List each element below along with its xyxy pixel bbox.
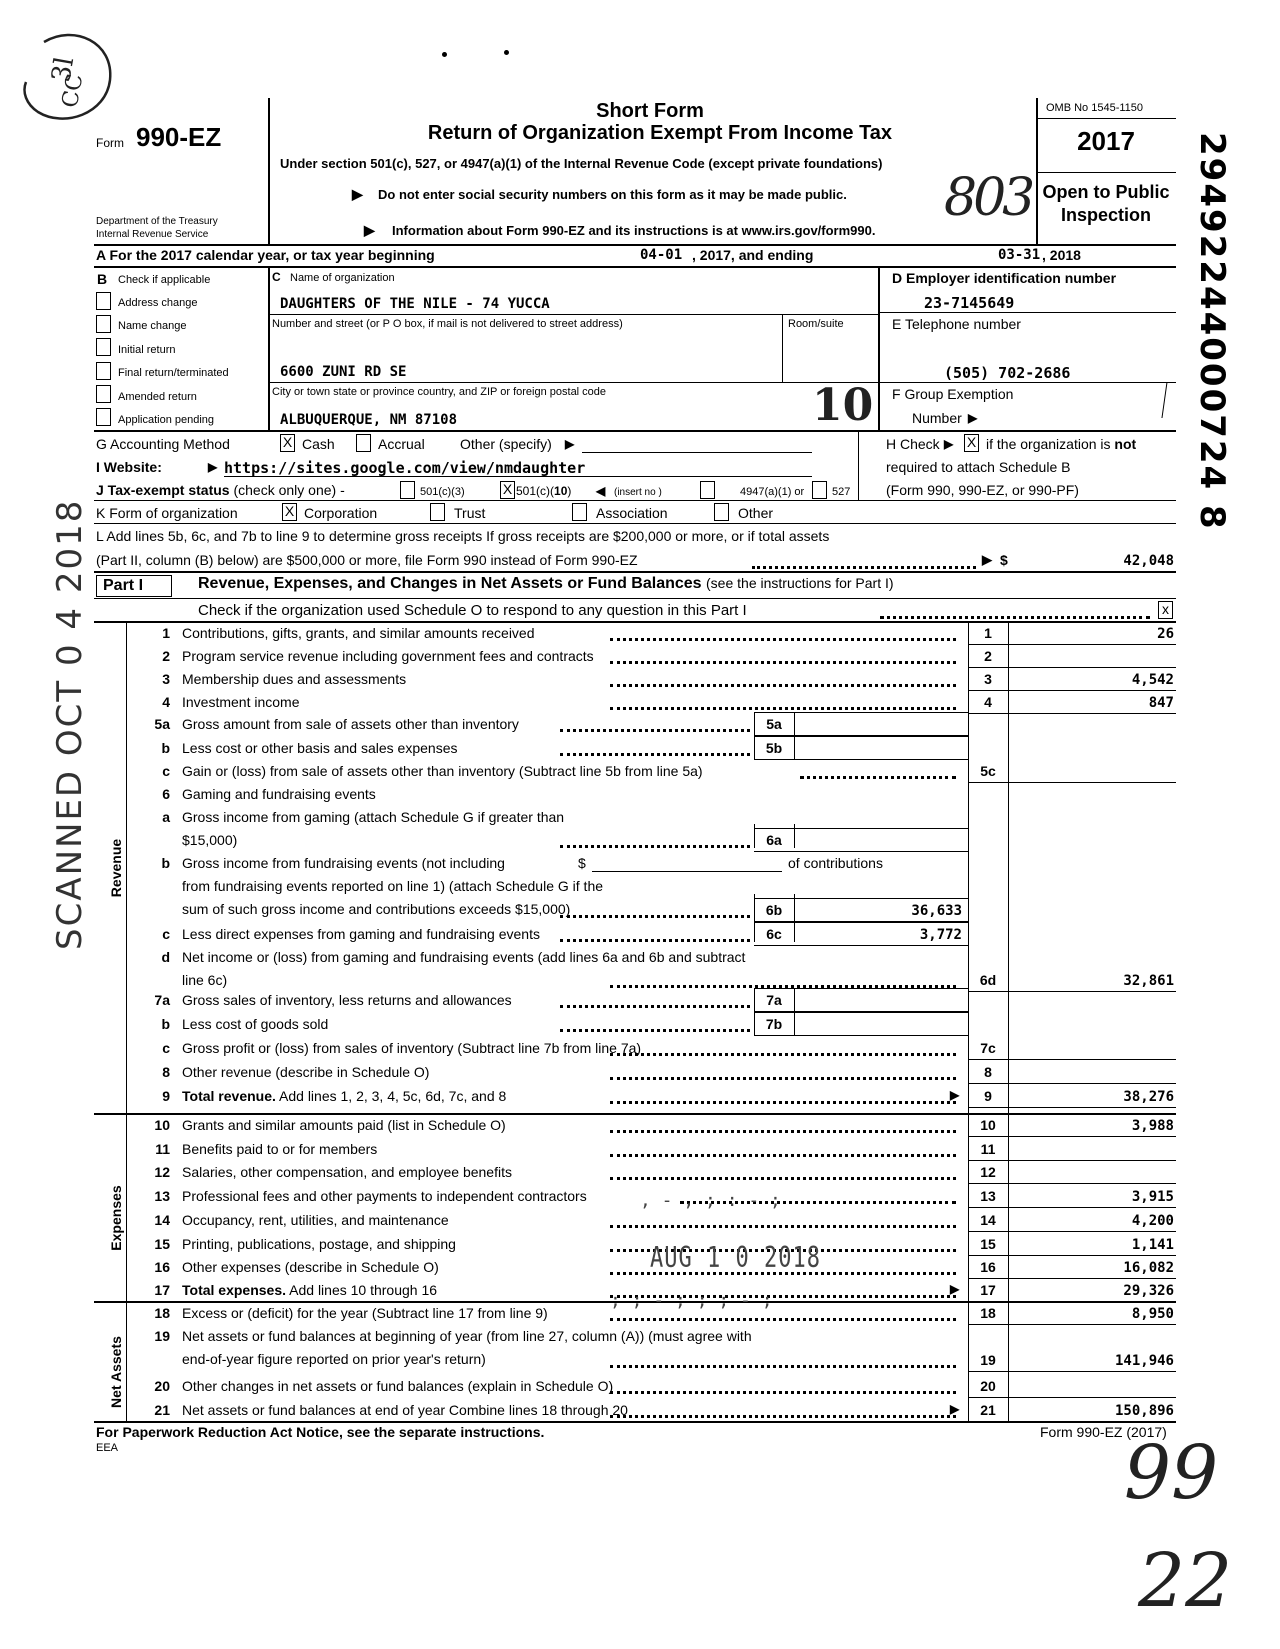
website-arrow: ▶ xyxy=(208,460,218,474)
open-public-2: Inspection xyxy=(1060,205,1151,225)
line-l-text-1: L Add lines 5b, 6c, and 7b to line 9 to determine gross receipts If gross receipts are $200,000 or more, or if total assets xyxy=(96,528,830,544)
checkbox-amended-return[interactable] xyxy=(96,385,111,403)
handwritten-803: 803 xyxy=(944,168,1032,228)
line-number: b xyxy=(161,855,170,871)
label-amended-return: Amended return xyxy=(118,391,197,403)
line-box: 9 xyxy=(984,1088,992,1104)
city-label: City or town state or province country, and ZIP or foreign postal code xyxy=(272,386,607,398)
row-rule xyxy=(968,644,1176,645)
checkbox-other-org[interactable] xyxy=(714,503,729,521)
line-amount[interactable]: 26 xyxy=(1157,626,1174,642)
telephone[interactable]: (505) 702-2686 xyxy=(944,364,1071,382)
line-label: Salaries, other compensation, and employee benefits xyxy=(182,1164,512,1180)
line-amount[interactable]: 3,915 xyxy=(1131,1189,1174,1205)
checkbox-501c3[interactable] xyxy=(400,481,415,499)
label-501c3: 501(c)(3) xyxy=(420,486,465,498)
notice-arrow: ▶ xyxy=(364,222,375,238)
dot-leader xyxy=(610,1415,956,1418)
city-state-zip[interactable]: ALBUQUERQUE, NM 87108 xyxy=(280,412,458,428)
dept-treasury: Department of the Treasury xyxy=(96,216,218,227)
dot-leader xyxy=(560,1029,750,1032)
title-short-form: Short Form xyxy=(596,100,704,122)
line-box: 15 xyxy=(980,1236,996,1252)
form-ref: Form 990-EZ (2017) xyxy=(1040,1424,1167,1440)
label-527: 527 xyxy=(832,486,851,498)
subline-box: 6a xyxy=(766,832,782,848)
line-number: 9 xyxy=(162,1088,170,1104)
stamp-marks: , - , ; : - ; xyxy=(640,1190,781,1211)
line-l-currency: $ xyxy=(1000,552,1008,568)
line-label: Gross profit or (loss) from sales of inventory (Subtract line 7b from line 7a) xyxy=(182,1040,642,1056)
insert-no: (insert no ) xyxy=(614,487,662,498)
ein-label: D Employer identification number xyxy=(892,270,1117,286)
subtitle: Under section 501(c), 527, or 4947(a)(1) of the Internal Revenue Code (except private foundations) xyxy=(280,156,883,171)
sub-rule-top xyxy=(754,898,968,899)
subline-box: 5b xyxy=(765,740,783,756)
row-rule xyxy=(968,1207,1176,1208)
line-box: 19 xyxy=(980,1352,996,1368)
section-b-letter: B xyxy=(97,271,108,287)
line-number: c xyxy=(162,763,170,779)
total-arrow: ▶ xyxy=(950,1282,960,1296)
line-amount[interactable]: 16,082 xyxy=(1123,1260,1174,1276)
line-h-label: H Check xyxy=(886,436,940,452)
notice-info: Information about Form 990-EZ and its instructions is at www.irs.gov/form990. xyxy=(392,223,876,238)
line-number: 4 xyxy=(162,694,170,710)
dot-leader xyxy=(610,1077,956,1080)
checkbox-address-change[interactable] xyxy=(96,292,111,310)
dot-leader xyxy=(560,939,750,942)
title-main: Return of Organization Exempt From Income Tax xyxy=(427,122,893,144)
line-amount[interactable]: 150,896 xyxy=(1114,1403,1174,1419)
line-number: 3 xyxy=(162,671,170,687)
tax-year: 2017 xyxy=(1077,126,1135,156)
room-suite-label: Room/suite xyxy=(788,318,844,330)
subline-box: 7a xyxy=(766,992,782,1008)
line-label-2: from fundraising events reported on line 1) (attach Schedule G if the xyxy=(182,878,604,894)
line-h-arrow: ▶ xyxy=(944,437,954,451)
line-h-text-2: required to attach Schedule B xyxy=(886,459,1071,475)
line-label: Other revenue (describe in Schedule O) xyxy=(182,1064,430,1080)
dot-leader xyxy=(610,661,956,664)
row-rule xyxy=(968,1301,1176,1302)
gross-receipts-amount[interactable]: 42,048 xyxy=(1123,553,1174,569)
line-number: 20 xyxy=(154,1378,170,1394)
line-number: 18 xyxy=(154,1305,170,1321)
paperwork-notice: For Paperwork Reduction Act Notice, see the separate instructions. xyxy=(96,1424,545,1440)
eea: EEA xyxy=(96,1442,119,1454)
label-501c: 501(c)(10) xyxy=(516,484,572,498)
telephone-label: E Telephone number xyxy=(892,316,1021,332)
line-number: c xyxy=(162,1040,170,1056)
line-amount[interactable]: 4,200 xyxy=(1131,1213,1174,1229)
checkbox-527[interactable] xyxy=(812,481,827,499)
label-association: Association xyxy=(596,505,668,521)
line-label xyxy=(182,1282,437,1298)
line-label-rest: Add lines 10 through 16 xyxy=(289,1282,438,1298)
dot-leader xyxy=(610,1365,956,1368)
row-rule xyxy=(968,667,1176,668)
line-a-mid: , 2017, and ending xyxy=(692,247,814,263)
street-label: Number and street (or P O box, if mail is not delivered to street address) xyxy=(272,318,623,330)
notice-arrow: ▶ xyxy=(352,186,363,202)
line-box: 6d xyxy=(979,972,997,988)
group-exemption-label: F Group Exemption xyxy=(892,386,1014,402)
label-other-org: Other xyxy=(738,505,774,521)
line-g-label: G Accounting Method xyxy=(96,436,230,452)
label-name-change: Name change xyxy=(118,320,187,332)
line-label: Less cost of goods sold xyxy=(182,1016,329,1032)
line-number: 21 xyxy=(154,1402,170,1418)
subline-box: 5a xyxy=(766,716,782,732)
line-a-label: A For the 2017 calendar year, or tax year beginning xyxy=(96,247,435,263)
row-rule xyxy=(968,713,1176,714)
row-rule xyxy=(968,1083,1176,1084)
line-number: d xyxy=(161,949,170,965)
line-j-label: J Tax-exempt status (check only one) - xyxy=(96,482,345,498)
line-box: 7c xyxy=(980,1040,996,1056)
checkbox-schedule-o[interactable]: x xyxy=(1158,601,1173,619)
row-rule xyxy=(968,991,1176,992)
line-label: Occupancy, rent, utilities, and maintenance xyxy=(182,1212,449,1228)
row-rule xyxy=(968,1160,1176,1161)
line-label: Program service revenue including government fees and contracts xyxy=(182,648,594,664)
dot-leader xyxy=(560,845,750,848)
line-label-mid: of contributions xyxy=(788,855,883,871)
part1-label: Part I xyxy=(96,575,172,597)
dot-leader xyxy=(560,753,750,756)
line-label: Grants and similar amounts paid (list in Schedule O) xyxy=(182,1117,506,1133)
line-label-bold: Total expenses. xyxy=(182,1282,287,1298)
line-amount[interactable]: 3,988 xyxy=(1131,1118,1174,1134)
line-amount[interactable]: 32,861 xyxy=(1123,973,1174,989)
line-box: 2 xyxy=(984,648,992,664)
sub-rule-top xyxy=(754,712,968,713)
total-arrow: ▶ xyxy=(950,1088,960,1102)
line-box: 20 xyxy=(980,1378,996,1394)
document-locator-number: 29492244000724 8 xyxy=(1192,132,1232,531)
open-public-1: Open to Public xyxy=(1042,182,1170,202)
line-label: Printing, publications, postage, and shipping xyxy=(182,1236,456,1252)
line-label: Contributions, gifts, grants, and similar amounts received xyxy=(182,625,535,641)
dept-irs: Internal Revenue Service xyxy=(96,229,209,240)
sub-rule-top xyxy=(754,736,968,737)
line-box: 18 xyxy=(980,1305,996,1321)
line-number: 5a xyxy=(154,716,170,732)
line-box: 5c xyxy=(980,763,996,779)
checkbox-final-return[interactable] xyxy=(96,362,111,380)
sub-rule-top xyxy=(754,988,968,989)
line-box: 14 xyxy=(980,1212,996,1228)
label-trust: Trust xyxy=(454,505,486,521)
row-rule xyxy=(968,1278,1176,1279)
subline-amount[interactable]: 36,633 xyxy=(911,903,962,919)
dot-leader xyxy=(610,1130,956,1133)
other-specify-line[interactable] xyxy=(582,452,812,453)
line-label-2: end-of-year figure reported on prior year's return) xyxy=(182,1351,486,1367)
line-number: 15 xyxy=(154,1236,170,1252)
line-box: 12 xyxy=(980,1164,996,1180)
sub-rule xyxy=(754,1035,968,1036)
line-k-label: K Form of organization xyxy=(96,505,238,521)
line-amount[interactable]: 8,950 xyxy=(1131,1306,1174,1322)
total-arrow: ▶ xyxy=(950,1402,960,1416)
line-box: 17 xyxy=(980,1282,996,1298)
subline-box: 6c xyxy=(766,926,782,942)
schedule-o-text: Check if the organization used Schedule O to respond to any question in this Part I xyxy=(198,602,747,619)
line-number: b xyxy=(161,740,170,756)
row-rule xyxy=(968,1059,1176,1060)
dot-leader xyxy=(610,638,956,641)
line-label: Gross sales of inventory, less returns and allowances xyxy=(182,992,512,1008)
label-corporation: Corporation xyxy=(304,505,378,521)
line-number: 14 xyxy=(154,1212,170,1228)
line-label: Gross income from gaming (attach Schedule G if greater than xyxy=(182,809,565,825)
line-label: Gaming and fundraising events xyxy=(182,786,376,802)
section-c-letter: C xyxy=(272,270,281,284)
line-label: Investment income xyxy=(182,694,300,710)
label-accrual: Accrual xyxy=(378,436,425,452)
row-rule xyxy=(968,1107,1176,1108)
line-label-bold: Total revenue. xyxy=(182,1088,276,1104)
dot-leader xyxy=(560,1005,750,1008)
sub-rule-top xyxy=(754,1012,968,1013)
line-box: 3 xyxy=(984,671,992,687)
dot-leader xyxy=(610,1318,956,1321)
received-stamp-date: AUG 1 0 2018 xyxy=(650,1242,821,1275)
line-number: 16 xyxy=(154,1259,170,1275)
checkbox-schedule-b[interactable]: X xyxy=(964,434,979,452)
line-box: 1 xyxy=(984,625,992,641)
line-label: Benefits paid to or for members xyxy=(182,1141,378,1157)
checkbox-accrual[interactable] xyxy=(356,434,371,452)
line-label: Gross amount from sale of assets other than inventory xyxy=(182,716,519,732)
tax-year-begin: 04-01 xyxy=(640,247,683,263)
row-rule xyxy=(968,1324,1176,1325)
notice-ssn: Do not enter social security numbers on this form as it may be made public. xyxy=(378,187,847,202)
row-rule xyxy=(968,1136,1176,1137)
line-label: Membership dues and assessments xyxy=(182,671,407,687)
line-number: 17 xyxy=(154,1282,170,1298)
line-box: 21 xyxy=(980,1402,996,1418)
row-rule xyxy=(968,782,1176,783)
checkbox-association[interactable] xyxy=(572,503,587,521)
street-address[interactable]: 6600 ZUNI RD SE xyxy=(280,364,407,380)
subline-box: 7b xyxy=(765,1016,783,1032)
label-cash: Cash xyxy=(302,436,335,452)
line-label: Net income or (loss) from gaming and fundraising events (add lines 6a and 6b and subtract xyxy=(182,949,746,965)
checkbox-trust[interactable] xyxy=(430,503,445,521)
other-arrow: ▶ xyxy=(565,437,575,451)
line-number: 7a xyxy=(154,992,170,1008)
line-label: Other changes in net assets or fund balances (explain in Schedule O) xyxy=(182,1378,614,1394)
line-number: a xyxy=(162,809,170,825)
line-label: Less direct expenses from gaming and fundraising events xyxy=(182,926,540,942)
dot-leader xyxy=(610,1101,956,1104)
line-number: 10 xyxy=(154,1117,170,1133)
line-h-text: if the organization is not xyxy=(986,436,1137,452)
line-number: 13 xyxy=(154,1188,170,1204)
handwritten-22: 22 xyxy=(1138,1538,1233,1624)
dot-leader xyxy=(610,1391,956,1394)
checkbox-4947[interactable] xyxy=(700,481,715,499)
ein[interactable]: 23-7145649 xyxy=(924,294,1015,312)
line-number: 19 xyxy=(154,1328,170,1344)
line-dollar: $ xyxy=(578,855,586,871)
dot-leader xyxy=(610,1154,956,1157)
line-label: Professional fees and other payments to independent contractors xyxy=(182,1188,587,1204)
line-label-2: line 6c) xyxy=(182,972,228,988)
scan-dot xyxy=(504,50,509,55)
dot-leader xyxy=(560,729,750,732)
dot-leader xyxy=(610,1177,956,1180)
line-label-3: sum of such gross income and contributions exceeds $15,000) xyxy=(182,901,571,917)
line-l-text-2: (Part II, column (B) below) are $500,000 or more, file Form 990 instead of Form 990-EZ xyxy=(96,552,638,568)
row-rule xyxy=(968,1183,1176,1184)
scanned-stamp: SCANNED OCT 0 4 2018 xyxy=(50,498,90,950)
line-number: 12 xyxy=(154,1164,170,1180)
checkbox-name-change[interactable] xyxy=(96,315,111,333)
line-label: Net assets or fund balances at beginning of year (from line 27, column (A)) (must agree with xyxy=(182,1328,752,1344)
line-box: 4 xyxy=(984,694,992,710)
line-amount[interactable]: 847 xyxy=(1148,695,1174,711)
stamp-marks: ; ; - ; ; ; - ; xyxy=(610,1290,773,1311)
line-l-arrow: ▶ xyxy=(982,552,992,567)
side-label-revenue: Revenue xyxy=(108,838,124,898)
line-amount[interactable]: 1,141 xyxy=(1131,1237,1174,1253)
checkbox-cash[interactable]: X xyxy=(280,434,295,452)
row-rule xyxy=(968,1371,1176,1372)
form-word: Form xyxy=(96,136,124,150)
line-amount[interactable]: 29,326 xyxy=(1123,1283,1174,1299)
org-name[interactable]: DAUGHTERS OF THE NILE - 74 YUCCA xyxy=(280,296,550,312)
group-exemption-arrow: ▶ xyxy=(968,411,978,425)
line-box: 16 xyxy=(980,1259,996,1275)
dollar-line xyxy=(592,871,782,872)
row-rule xyxy=(968,1231,1176,1232)
line-box: 11 xyxy=(980,1141,996,1157)
omb-number: OMB No 1545-1150 xyxy=(1046,102,1144,114)
section-b-title: Check if applicable xyxy=(118,274,211,286)
form-number: 990-EZ xyxy=(136,122,222,152)
checkbox-initial-return[interactable] xyxy=(96,338,111,356)
line-label: Gross income from fundraising events (not including xyxy=(182,855,505,871)
line-box: 10 xyxy=(980,1117,996,1133)
part1-title: Revenue, Expenses, and Changes in Net Assets or Fund Balances (see the instructions for Part I) xyxy=(198,575,894,592)
handwritten-10: 10 xyxy=(812,380,874,431)
line-h-text-3: (Form 990, 990-EZ, or 990-PF) xyxy=(886,482,1079,498)
handwritten-circle-mark xyxy=(14,22,124,132)
sub-rule xyxy=(754,851,968,852)
line-amount[interactable]: 38,276 xyxy=(1123,1089,1174,1105)
tax-year-end: 03-31 xyxy=(998,247,1041,263)
line-number: 1 xyxy=(162,625,170,641)
line-label: Other expenses (describe in Schedule O) xyxy=(182,1259,439,1275)
dot-leader xyxy=(610,1225,956,1228)
scan-dot xyxy=(442,52,447,57)
dot-leader xyxy=(800,776,956,779)
label-application-pending: Application pending xyxy=(118,414,215,426)
org-name-label: Name of organization xyxy=(290,272,395,284)
dot-leader xyxy=(610,707,956,710)
dot-leader xyxy=(610,1053,956,1056)
line-number: c xyxy=(162,926,170,942)
website-url[interactable]: https://sites.google.com/view/nmdaughter xyxy=(224,459,586,477)
line-number: 2 xyxy=(162,648,170,664)
line-label-2: $15,000) xyxy=(182,832,238,848)
dot-leader xyxy=(560,915,750,918)
label-final-return: Final return/terminated xyxy=(118,367,229,379)
svg-text:CC: CC xyxy=(57,72,89,110)
label-other-specify: Other (specify) xyxy=(460,436,552,452)
subline-box: 6b xyxy=(765,902,783,918)
insert-arrow: ◀ xyxy=(596,484,606,498)
label-address-change: Address change xyxy=(118,297,198,309)
sub-rule-top xyxy=(754,828,968,829)
handwritten-99: 99 xyxy=(1124,1430,1219,1516)
line-label xyxy=(182,1088,506,1104)
line-label: Gain or (loss) from sale of assets other than inventory (Subtract line 5b from line 5a) xyxy=(182,763,703,779)
line-label: Net assets or fund balances at end of year Combine lines 18 through 20 xyxy=(182,1402,628,1418)
row-rule xyxy=(968,1397,1176,1398)
dot-leader xyxy=(610,684,956,687)
line-label: Less cost or other basis and sales expenses xyxy=(182,740,458,756)
sub-rule xyxy=(754,759,968,760)
line-number: 11 xyxy=(155,1141,170,1157)
checkbox-application-pending[interactable] xyxy=(96,408,111,426)
line-box: 13 xyxy=(980,1188,996,1204)
label-4947: 4947(a)(1) or xyxy=(740,486,805,498)
line-amount[interactable]: 141,946 xyxy=(1114,1353,1174,1369)
label-initial-return: Initial return xyxy=(118,344,176,356)
sub-rule-top xyxy=(754,922,968,923)
side-label-net-assets: Net Assets xyxy=(108,1336,124,1408)
row-rule xyxy=(968,1255,1176,1256)
checkbox-501c[interactable]: X xyxy=(500,481,515,499)
side-label-expenses: Expenses xyxy=(108,1185,124,1251)
svg-text:3l: 3l xyxy=(46,54,81,85)
line-number: 6 xyxy=(162,786,170,802)
line-box: 8 xyxy=(984,1064,992,1080)
checkbox-corporation[interactable]: X xyxy=(282,503,297,521)
tax-year-end-year: , 2018 xyxy=(1042,247,1081,263)
line-number: 8 xyxy=(162,1064,170,1080)
group-exemption-number-label: Number xyxy=(912,410,962,426)
subline-amount[interactable]: 3,772 xyxy=(919,927,962,943)
sub-rule xyxy=(754,945,968,946)
line-label-rest: Add lines 1, 2, 3, 4, 5c, 6d, 7c, and 8 xyxy=(279,1088,507,1104)
line-label: Excess or (deficit) for the year (Subtract line 17 from line 9) xyxy=(182,1305,548,1321)
line-i-label: I Website: xyxy=(96,459,162,475)
line-number: b xyxy=(161,1016,170,1032)
line-amount[interactable]: 4,542 xyxy=(1131,672,1174,688)
row-rule xyxy=(968,690,1176,691)
